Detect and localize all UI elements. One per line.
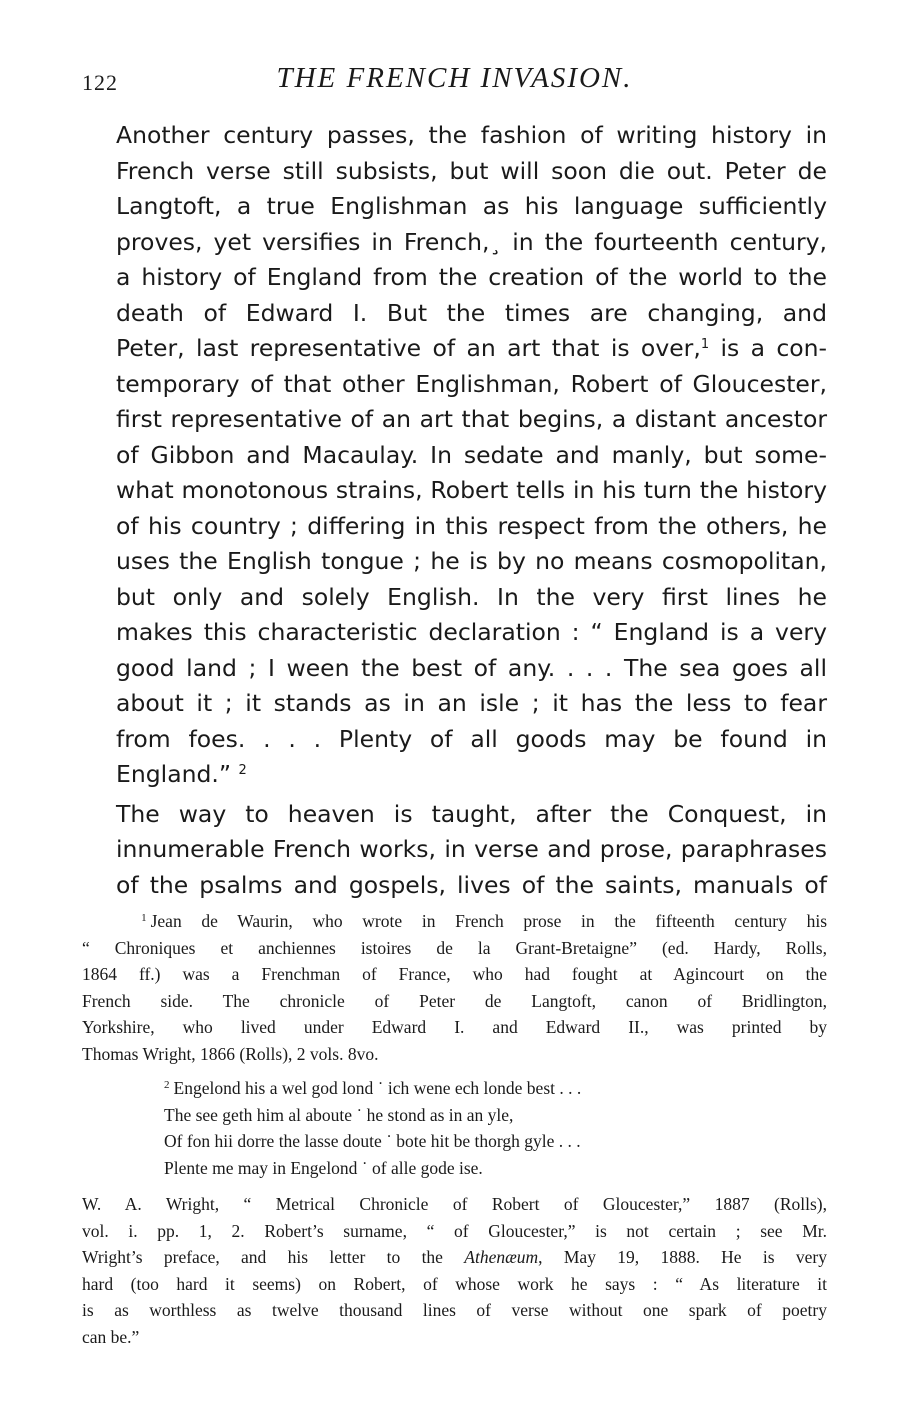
verse-line: The see geth him al aboute ˙ he stond as in an yle, bbox=[164, 1104, 514, 1125]
paragraph bbox=[82, 118, 827, 793]
text-fragment: is a con- bbox=[709, 334, 827, 362]
text-line bbox=[82, 331, 827, 367]
text-line: French verse still subsists, but will soon die out. Peter de bbox=[116, 156, 827, 185]
text-fragment: Engelond his a wel god lond ˙ ich wene ech londe best . . . bbox=[173, 1078, 582, 1098]
text-line: what monotonous strains, Robert tells in his turn the history bbox=[116, 476, 827, 504]
text-line: uses the English tongue ; he is by no means cosmopolitan, bbox=[116, 547, 827, 575]
verse-line bbox=[164, 1075, 827, 1102]
text-fragment: Peter, last representative of an art that is over, bbox=[116, 334, 701, 362]
verse-quote bbox=[164, 1075, 827, 1181]
text-line: good land ; I ween the best of any. . . . The sea goes all bbox=[116, 653, 827, 682]
page-number: 122 bbox=[82, 70, 118, 95]
footnote-line: can be.” bbox=[82, 1326, 140, 1347]
running-head: THE FRENCH INVASION. bbox=[276, 62, 633, 94]
text-line: innumerable French works, in verse and prose, paraphrases bbox=[116, 835, 827, 863]
text-fragment: Jean de Waurin, who wrote in French prose in the fifteenth century his bbox=[150, 911, 828, 931]
text-line: Another century passes, the fashion of writing history in bbox=[116, 121, 827, 149]
text-line: of his country ; differing in this respect from the others, he bbox=[116, 511, 827, 540]
paragraph bbox=[82, 797, 827, 904]
text-line: The way to heaven is taught, after the Conquest, in bbox=[116, 799, 827, 828]
text-line: but only and solely English. In the very first lines he bbox=[116, 582, 827, 611]
footnote-line: French side. The chronicle of Peter de Langtoft, canon of Bridlington, bbox=[82, 990, 827, 1011]
text-line: temporary of that other Englishman, Robert of Gloucester, bbox=[116, 369, 827, 398]
footnote-2-text bbox=[82, 1191, 827, 1350]
text-line: of Gibbon and Macaulay. In sedate and manly, but some- bbox=[116, 440, 827, 469]
text-line: from foes. . . . Plenty of all goods may be found in bbox=[116, 724, 827, 753]
page-header bbox=[82, 62, 827, 102]
footnote-ref[interactable]: 2 bbox=[238, 763, 247, 778]
footnote-line: W. A. Wright, “ Metrical Chronicle of Robert of Gloucester,” 1887 (Rolls), bbox=[82, 1194, 827, 1214]
verse-line: Of fon hii dorre the lasse doute ˙ bote hit be thorgh gyle . . . bbox=[164, 1131, 581, 1151]
text-line: of the psalms and gospels, lives of the saints, manuals of bbox=[116, 870, 827, 899]
main-text bbox=[82, 118, 827, 903]
text-line: makes this characteristic declaration : “ England is a very bbox=[116, 618, 827, 646]
footnote-line bbox=[82, 908, 827, 935]
text-fragment: England.” bbox=[116, 760, 232, 788]
text-line: proves, yet versifies in French,¸ in the fourteenth century, bbox=[116, 227, 827, 256]
text-fragment: , May 19, 1888. He is very bbox=[538, 1247, 827, 1267]
text-fragment: Wright’s preface, and his letter to the bbox=[82, 1247, 465, 1267]
footnote-mark: 2 bbox=[164, 1079, 170, 1091]
text-line: death of Edward I. But the times are changing, and bbox=[116, 298, 827, 327]
footnote-line: Yorkshire, who lived under Edward I. and Edward II., was printed by bbox=[82, 1017, 827, 1037]
text-line: a history of England from the creation of the world to the bbox=[116, 263, 827, 291]
footnote-line: “ Chroniques et anchiennes istoires de la Grant-Bretaigne” (ed. Hardy, Rolls, bbox=[82, 937, 827, 958]
text-line bbox=[82, 757, 827, 793]
journal-title: Athenæum bbox=[464, 1247, 539, 1267]
text-line: first representative of an art that begins, a distant ancestor bbox=[116, 405, 827, 433]
text-line: about it ; it stands as in an isle ; it has the less to fear bbox=[116, 689, 827, 717]
footnote-line: is as worthless as twelve thousand lines of verse without one spark of poetry bbox=[82, 1300, 827, 1320]
footnote-ref[interactable]: 1 bbox=[700, 337, 710, 352]
footnote-line: vol. i. pp. 1, 2. Robert’s surname, “ of Gloucester,” is not certain ; see Mr. bbox=[82, 1220, 827, 1241]
footnote-mark: 1 bbox=[141, 912, 147, 924]
footnote-line: Thomas Wright, 1866 (Rolls), 2 vols. 8vo. bbox=[82, 1043, 379, 1064]
footnote-line: hard (too hard it seems) on Robert, of whose work he says : “ As literature it bbox=[82, 1273, 827, 1294]
verse-line: Plente me may in Engelond ˙ of alle gode ise. bbox=[164, 1157, 483, 1178]
footnote-line bbox=[82, 1244, 827, 1271]
text-line: Langtoft, a true Englishman as his language sufficiently bbox=[116, 192, 827, 220]
footnote-2 bbox=[82, 1075, 827, 1350]
footnote-1 bbox=[82, 908, 827, 1067]
footnotes bbox=[82, 908, 827, 1350]
footnote-line: 1864 ff.) was a Frenchman of France, who had fought at Agincourt on the bbox=[82, 964, 827, 984]
